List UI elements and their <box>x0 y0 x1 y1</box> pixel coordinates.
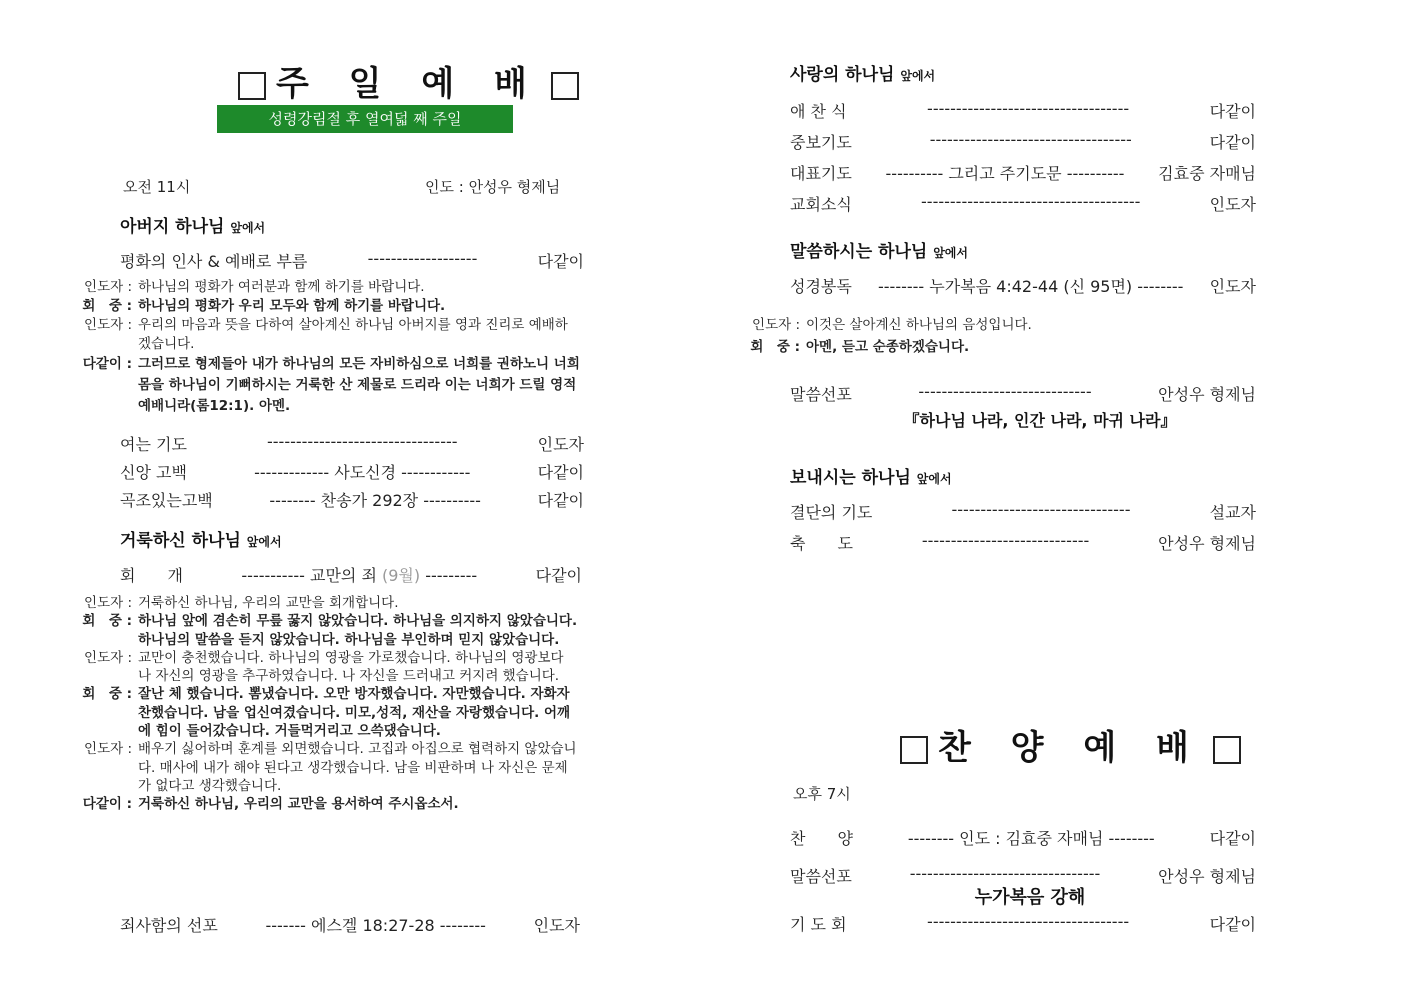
section-heading: 아버지 하나님 앞에서 <box>120 217 266 237</box>
order-item: 애 찬 식 ----------------------------------- 다같이 <box>790 99 1256 121</box>
reading-row: 회 중 : 아멘, 듣고 순종하겠습니다. <box>750 339 970 355</box>
reading-row: 인도자 : 거룩하신 하나님, 우리의 교만을 회개합니다. <box>84 595 399 611</box>
order-item: 곡조있는고백 -------- 찬송가 292장 ---------- 다같이 <box>120 491 584 510</box>
reading-row: 다같이 : 거룩하신 하나님, 우리의 교만을 용서하여 주시옵소서. <box>82 796 459 813</box>
order-item: 평화의 인사 & 예배로 부름 ------------------- 다같이 <box>120 249 584 271</box>
order-item: 여는 기도 --------------------------------- 인도자 <box>120 432 584 454</box>
order-item: 기 도 회 ----------------------------------- 다같이 <box>790 912 1256 934</box>
square-icon <box>238 72 266 100</box>
square-icon <box>1213 736 1241 764</box>
section-heading: 거룩하신 하나님 앞에서 <box>120 531 282 551</box>
service-time: 오전 11시 <box>123 178 191 196</box>
responsive-reading-3 <box>738 314 1258 358</box>
page-title-praise: 찬 양 예 배 <box>890 720 1251 769</box>
order-list-6 <box>790 826 1256 887</box>
order-item: 찬 양 -------- 인도 : 김효중 자매님 -------- 다같이 <box>790 829 1256 848</box>
sermon-title: 『하나님 나라, 인간 나라, 마귀 나라』 <box>903 411 1177 430</box>
order-item: 교회소식 -------------------------------------- 인도자 <box>790 192 1256 214</box>
reading-row: 다같이 : 그러므로 형제들아 내가 하나님의 모든 자비하심으로 너희를 권하노니 너희 몸을 하나님이 기뻐하시는 거룩한 산 제물로 드리라 이는 너희가 드릴 영적 예배니라(롬12:1). 아멘. <box>82 356 580 414</box>
order-item: 신앙 고백 ------------- 사도신경 ------------ 다같이 <box>120 463 584 482</box>
order-item: 결단의 기도 ------------------------------- 설교자 <box>790 500 1256 522</box>
order-list-1 <box>120 432 584 511</box>
reading-row: 인도자 : 우리의 마음과 뜻을 다하여 살아계신 하나님 아버지를 영과 진리로 예배하겠습니다. <box>84 317 568 352</box>
service-time: 오후 7시 <box>793 785 851 803</box>
order-item: 죄사함의 선포 ------- 에스겔 18:27-28 -------- 인도자 <box>120 916 580 935</box>
order-item: 대표기도 ---------- 그리고 주기도문 ---------- 김효중 자매님 <box>790 164 1256 183</box>
responsive-reading-1 <box>70 278 586 417</box>
order-item: 말씀선포 --------------------------------- 안성우 형제님 <box>790 864 1256 886</box>
section-heading: 사랑의 하나님 앞에서 <box>790 65 936 85</box>
banner-sunday: 성령강림절 후 열여덟 째 주일 <box>217 105 513 133</box>
order-item: 말씀선포 ------------------------------ 안성우 형제님 <box>790 382 1256 404</box>
order-item: 축 도 ----------------------------- 안성우 형제님 <box>790 531 1256 553</box>
order-item: 성경봉독 -------- 누가복음 4:42-44 (신 95면) -------- 인도자 <box>790 277 1256 296</box>
reading-row: 회 중 : 하나님의 평화가 우리 모두와 함께 하기를 바랍니다. <box>82 298 446 314</box>
reading-row: 인도자 : 하나님의 평화가 여러분과 함께 하기를 바랍니다. <box>84 279 425 295</box>
square-icon <box>900 736 928 764</box>
order-list-3 <box>790 99 1256 215</box>
reading-row: 회 중 : 잘난 체 했습니다. 뽐냈습니다. 오만 방자했습니다. 자만했습니다. 자화자찬했습니다. 남을 업신여겼습니다. 미모,성적, 재산을 자랑했습니다. 어깨에 힘이 들어갔습니다. 거들먹거리고 으쓱댔습니다. <box>82 686 571 740</box>
reading-row: 인도자 : 교만이 충천했습니다. 하나님의 영광을 가로챘습니다. 하나님의 영광보다 나 자신의 영광을 추구하였습니다. 나 자신을 드러내고 커지려 했습니다. <box>84 649 564 685</box>
responsive-reading-2 <box>70 594 580 814</box>
section-heading: 말씀하시는 하나님 앞에서 <box>790 242 968 262</box>
order-list-5 <box>790 500 1256 554</box>
square-icon <box>551 72 579 100</box>
section-heading: 보내시는 하나님 앞에서 <box>790 468 952 488</box>
service-leader: 인도 : 안성우 형제님 <box>425 178 561 196</box>
reading-row: 인도자 : 이것은 살아계신 하나님의 음성입니다. <box>752 317 1032 333</box>
reading-row: 인도자 : 배우기 싫어하며 훈계를 외면했습니다. 고집과 아집으로 협력하지 않았습니다. 매사에 내가 해야 된다고 생각했습니다. 남을 비판하며 나 자신은 문제가 없다고 생각했습니다. <box>84 741 577 794</box>
order-item: 중보기도 ----------------------------------- 다같이 <box>790 130 1256 152</box>
order-item: 회 개 ----------- 교만의 죄 (9월) --------- 다같이 <box>120 566 582 585</box>
page-title-sunday: 주 일 예 배 <box>228 56 589 105</box>
reading-row: 회 중 : 하나님 앞에 겸손히 무릎 꿇지 않았습니다. 하나님을 의지하지 않았습니다. 하나님의 말씀을 듣지 않았습니다. 하나님을 부인하며 믿지 않았습니다. <box>82 613 578 648</box>
sermon-title: 누가복음 강해 <box>974 887 1086 908</box>
